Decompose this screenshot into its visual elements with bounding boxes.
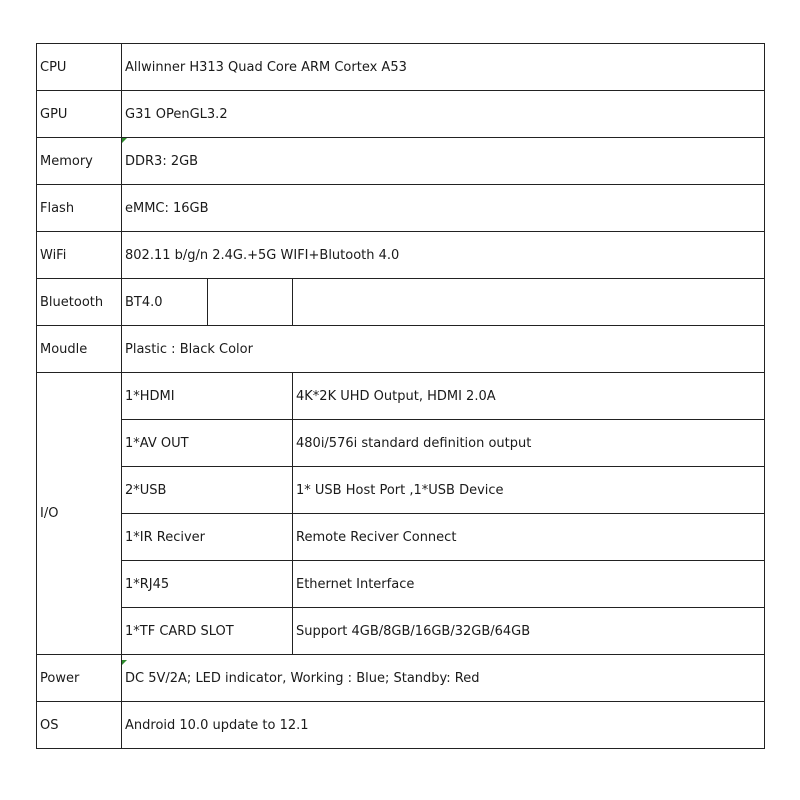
spec-label-wifi: WiFi xyxy=(37,232,122,279)
spec-value-moudle: Plastic : Black Color xyxy=(122,326,765,373)
spec-value-power: DC 5V/2A; LED indicator, Working : Blue; Standby: Red xyxy=(122,655,765,702)
spec-row-wifi xyxy=(37,232,765,279)
io-row xyxy=(37,420,765,467)
spec-row-bluetooth xyxy=(37,279,765,326)
spec-row-moudle xyxy=(37,326,765,373)
spec-label-memory: Memory xyxy=(37,138,122,185)
spec-row-os xyxy=(37,702,765,749)
io-desc: Remote Reciver Connect xyxy=(293,514,765,561)
io-desc: Ethernet Interface xyxy=(293,561,765,608)
spec-value-cpu: Allwinner H313 Quad Core ARM Cortex A53 xyxy=(122,44,765,91)
io-port: 1*HDMI xyxy=(122,373,293,420)
cell-marker xyxy=(122,138,127,143)
spec-row-memory xyxy=(37,138,765,185)
io-desc: 4K*2K UHD Output, HDMI 2.0A xyxy=(293,373,765,420)
spec-label-power: Power xyxy=(37,655,122,702)
spec-label-cpu: CPU xyxy=(37,44,122,91)
spec-value-os: Android 10.0 update to 12.1 xyxy=(122,702,765,749)
io-desc: Support 4GB/8GB/16GB/32GB/64GB xyxy=(293,608,765,655)
io-desc: 480i/576i standard definition output xyxy=(293,420,765,467)
io-port: 1*RJ45 xyxy=(122,561,293,608)
spec-value-wifi: 802.11 b/g/n 2.4G.+5G WIFI+Blutooth 4.0 xyxy=(122,232,765,279)
io-port: 1*TF CARD SLOT xyxy=(122,608,293,655)
spec-row-cpu xyxy=(37,44,765,91)
io-port: 1*IR Reciver xyxy=(122,514,293,561)
io-port: 1*AV OUT xyxy=(122,420,293,467)
spec-label-moudle: Moudle xyxy=(37,326,122,373)
cell-marker xyxy=(122,660,127,665)
spec-value-bluetooth: BT4.0 xyxy=(122,279,208,326)
spec-value-memory: DDR3: 2GB xyxy=(122,138,765,185)
io-row xyxy=(37,561,765,608)
spec-empty-cell xyxy=(293,279,765,326)
spec-label-flash: Flash xyxy=(37,185,122,232)
io-row xyxy=(37,373,765,420)
spec-value-flash: eMMC: 16GB xyxy=(122,185,765,232)
io-row xyxy=(37,514,765,561)
spec-label-bluetooth: Bluetooth xyxy=(37,279,122,326)
spec-row-power xyxy=(37,655,765,702)
spec-table xyxy=(36,43,765,749)
spec-label-os: OS xyxy=(37,702,122,749)
spec-label-io: I/O xyxy=(37,373,122,655)
spec-value-gpu: G31 OPenGL3.2 xyxy=(122,91,765,138)
io-row xyxy=(37,467,765,514)
io-desc: 1* USB Host Port ,1*USB Device xyxy=(293,467,765,514)
spec-row-flash xyxy=(37,185,765,232)
io-port: 2*USB xyxy=(122,467,293,514)
spec-label-gpu: GPU xyxy=(37,91,122,138)
spec-empty-cell xyxy=(208,279,293,326)
io-row xyxy=(37,608,765,655)
spec-row-gpu xyxy=(37,91,765,138)
